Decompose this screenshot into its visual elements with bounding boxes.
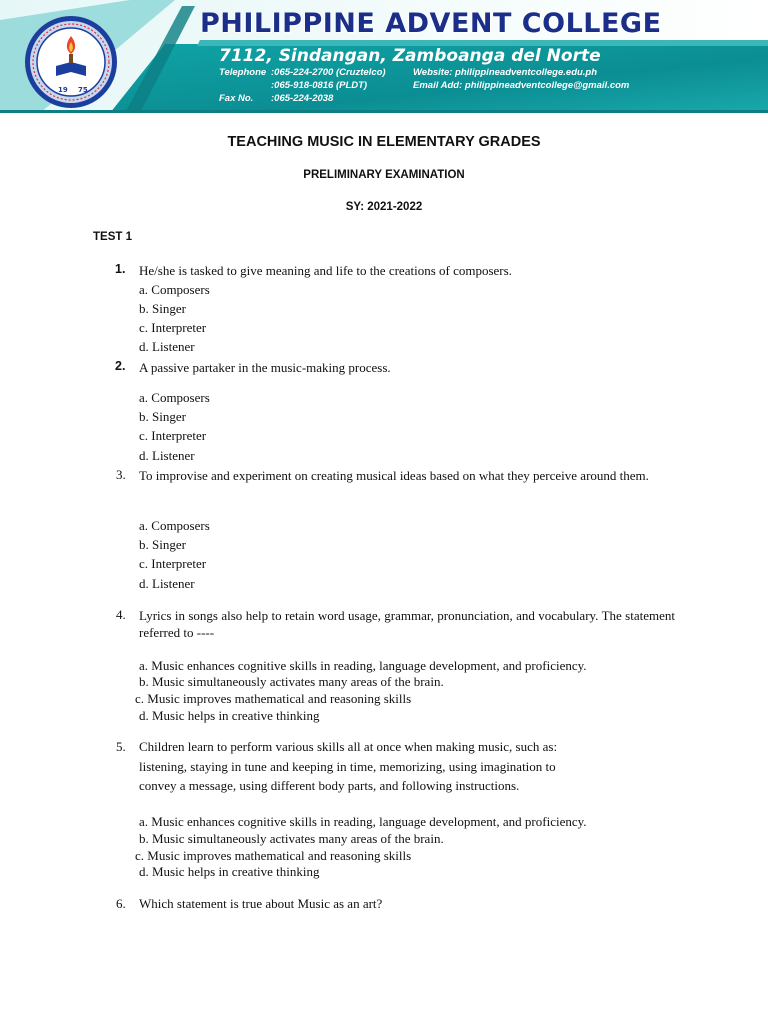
answer-option: d. Listener: [139, 576, 195, 591]
question-text-line: listening, staying in tune and keeping in time, memorizing, using imagination to: [139, 759, 556, 774]
college-address: 7112, Sindangan, Zamboanga del Norte: [219, 46, 601, 66]
answer-option: b. Singer: [139, 409, 186, 424]
answer-option: c. Music improves mathematical and reasoning skills: [135, 691, 412, 706]
telephone-line-1: [219, 67, 386, 78]
answer-option: a. Music enhances cognitive skills in reading, language development, and proficiency.: [139, 814, 587, 829]
exam-title: PRELIMINARY EXAMINATION: [303, 169, 465, 181]
telephone-label: Telephone: [219, 67, 267, 78]
college-seal-logo: [18, 14, 124, 110]
answer-option: b. Music simultaneously activates many areas of the brain.: [139, 674, 444, 689]
college-name: PHILIPPINE ADVENT COLLEGE: [200, 8, 662, 39]
question-text: Which statement is true about Music as an art?: [139, 896, 383, 911]
answer-option: c. Music improves mathematical and reasoning skills: [135, 848, 412, 863]
answer-option: b. Singer: [139, 301, 186, 316]
svg-text:75: 75: [78, 86, 88, 94]
answer-option: d. Listener: [139, 339, 195, 354]
answer-option: d. Listener: [139, 448, 195, 463]
telephone-2: :065-918-0816 (PLDT): [271, 80, 368, 91]
answer-option: b. Music simultaneously activates many areas of the brain.: [139, 831, 444, 846]
letterhead-banner: [0, 0, 768, 113]
answer-option: d. Music helps in creative thinking: [139, 708, 320, 723]
question-text: Lyrics in songs also help to retain word usage, grammar, pronunciation, and vocabulary. The statement referred to ----: [139, 608, 675, 640]
question-number: 2.: [115, 359, 126, 373]
question-text: To improvise and experiment on creating musical ideas based on what they perceive around them.: [139, 468, 649, 483]
question-number: 6.: [116, 896, 126, 911]
answer-option: a. Composers: [139, 390, 210, 405]
answer-option: a. Composers: [139, 518, 210, 533]
answer-option: c. Interpreter: [139, 428, 207, 443]
question-text-line: convey a message, using different body parts, and following instructions.: [139, 778, 520, 793]
test-label: TEST 1: [93, 231, 132, 243]
answer-option: b. Singer: [139, 537, 186, 552]
answer-option: d. Music helps in creative thinking: [139, 864, 320, 879]
answer-option: a. Composers: [139, 282, 210, 297]
telephone-1: :065-224-2700 (Cruztelco): [271, 67, 386, 78]
svg-text:19: 19: [58, 86, 68, 94]
answer-option: c. Interpreter: [139, 556, 207, 571]
question-text: He/she is tasked to give meaning and life to the creations of composers.: [139, 263, 512, 278]
fax-label: Fax No.: [219, 93, 254, 104]
website: Website: philippineadventcollege.edu.ph: [413, 67, 598, 78]
course-title: TEACHING MUSIC IN ELEMENTARY GRADES: [227, 134, 541, 150]
answer-option: c. Interpreter: [139, 320, 207, 335]
question-text: A passive partaker in the music-making process.: [139, 360, 391, 375]
fax-number: :065-224-2038: [271, 93, 334, 104]
question-number: 1.: [115, 262, 126, 276]
fax-line: [219, 93, 333, 104]
school-year: SY: 2021-2022: [345, 201, 423, 213]
question-number: 4.: [116, 607, 126, 622]
answer-option: a. Music enhances cognitive skills in reading, language development, and proficiency.: [139, 658, 587, 673]
question-text-line: Children learn to perform various skills all at once when making music, such as:: [139, 739, 558, 754]
email: Email Add: philippineadventcollege@gmail.com: [413, 80, 630, 91]
question-number: 5.: [116, 739, 126, 754]
question-number: 3.: [116, 467, 126, 482]
